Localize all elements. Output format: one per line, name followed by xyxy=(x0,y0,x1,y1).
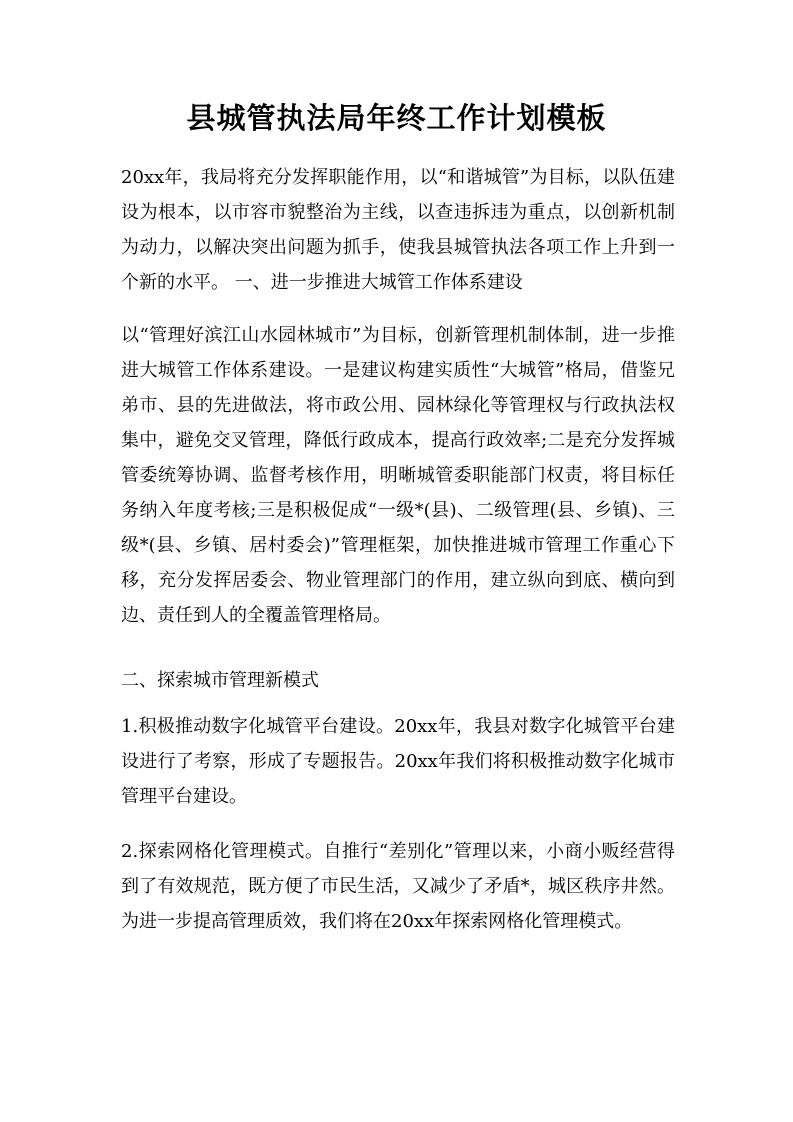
document-title: 县城管执法局年终工作计划模板 xyxy=(186,101,607,135)
paragraph-item-1: 1.积极推动数字化城管平台建设。20xx年，我县对数字化城管平台建设进行了考察，形成了专题报告。20xx年我们将积极推动数字化城市管理平台建设。 xyxy=(121,716,675,807)
paragraph-section-1-body: 以“管理好滨江山水园林城市”为目标，创新管理机制体制，进一步推进大城管工作体系建设。一是建议构建实质性“大城管”格局，借鉴兄弟市、县的先进做法，将市政公用、园林绿化等管理权与行政执法权集中，避免交叉管理，降低行政成本，提高行政效率;二是充分发挥城管委统筹协调、监督考核作用，明晰城管委职能部门权责，将目标任务纳入年度考核;三是积极促成“一级*(县)、二级管理(县、乡镇)、三级*(县、乡镇、居村委会)”管理框架，加快推进城市管理工作重心下移，充分发挥居委会、物业管理部门的作用，建立纵向到底、横向到边、责任到人的全覆盖管理格局。 xyxy=(121,325,675,626)
paragraph-intro: 20xx年，我局将充分发挥职能作用，以“和谐城管”为目标，以队伍建设为根本，以市容市貌整治为主线，以查违拆违为重点，以创新机制为动力，以解决突出问题为抓手，使我县城管执法各项工作上升到一个新的水平。 一、进一步推进大城管工作体系建设 xyxy=(121,167,675,293)
paragraph-item-2: 2.探索网格化管理模式。自推行“差别化”管理以来，小商小贩经营得到了有效规范，既方便了市民生活，又减少了矛盾*，城区秩序井然。为进一步提高管理质效，我们将在20xx年探索网格化管理模式。 xyxy=(121,841,675,932)
section-2-heading: 二、探索城市管理新模式 xyxy=(121,670,319,691)
